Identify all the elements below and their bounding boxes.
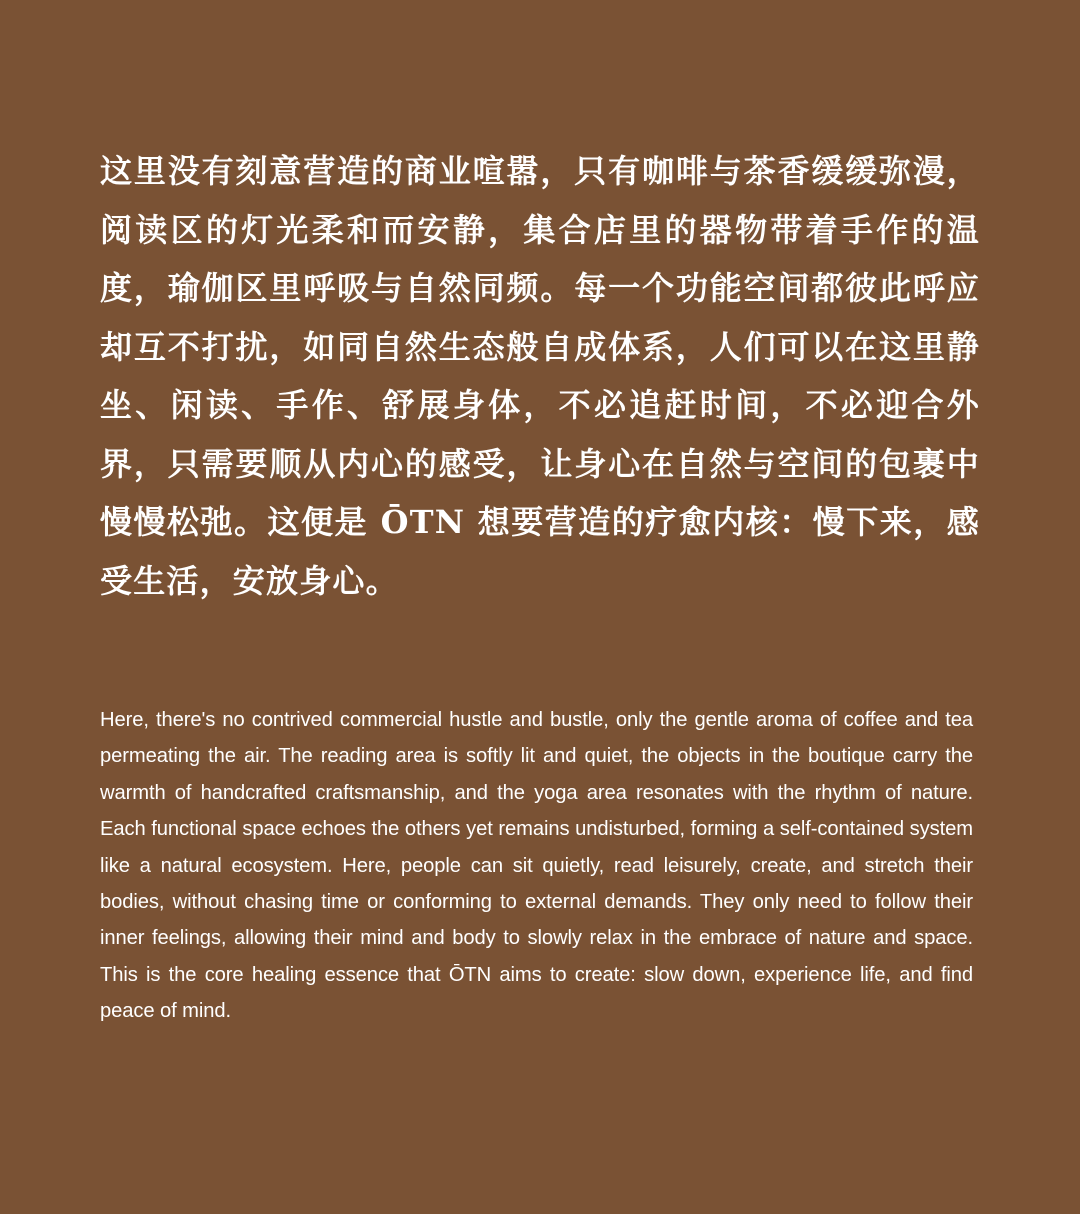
english-paragraph: Here, there's no contrived commercial hustle and bustle, only the gentle aroma of coffee and tea permeating the air. The reading area is softly lit and quiet, the objects in the boutique carry the warmth of handcrafted craftsmanship, and the yoga area resonates with the rhythm of nature. Each functional space echoes the others yet remains undisturbed, forming a self-contained system like a natural ecosystem. Here, people can sit quietly, read leisurely, create, and stretch their bodies, without chasing time or conforming to external demands. They only need to follow their inner feelings, allowing their mind and body to slowly relax in the embrace of nature and space. This is the core healing essence that ŌTN aims to create: slow down, experience life, and find peace of mind. (100, 709, 973, 1023)
chinese-paragraph: 这里没有刻意营造的商业喧嚣，只有咖啡与茶香缓缓弥漫，阅读区的灯光柔和而安静，集合店里的器物带着手作的温度，瑜伽区里呼吸与自然同频。每一个功能空间都彼此呼应却互不打扰，如同自然生态般自成体系，人们可以在这里静坐、闲读、手作、舒展身体，不必追赶时间，不必迎合外界，只需要顺从内心的感受，让身心在自然与空间的包裹中慢慢松弛。这便是 ŌTN 想要营造的疗愈内核：慢下来，感受生活，安放身心。 (100, 152, 980, 600)
